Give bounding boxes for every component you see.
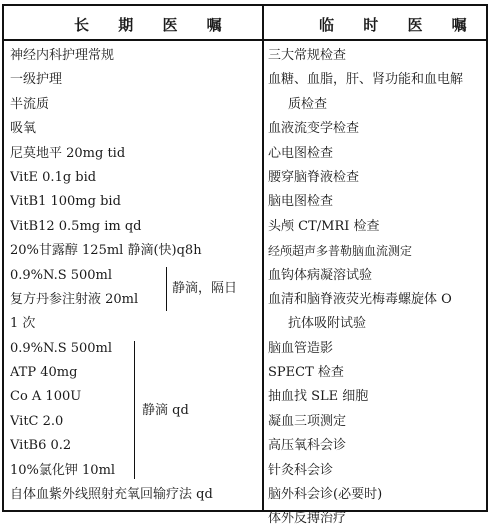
long-term-order: VitE 0.1g bid <box>10 169 97 185</box>
temporary-order: SPECT 检查 <box>268 365 344 381</box>
temporary-orders-column <box>268 44 486 532</box>
long-term-orders-header: 长 期 医 嘱 <box>74 16 234 34</box>
long-term-order: 神经内科护理常规 <box>10 48 115 63</box>
temporary-order: 头颅 CT/MRI 检查 <box>268 218 380 234</box>
medical-orders-table <box>2 4 488 527</box>
infusion-item: 复方丹参注射液 20ml <box>10 291 139 307</box>
temporary-order: 抽血找 SLE 细胞 <box>268 389 369 405</box>
temporary-order: 心电图检查 <box>268 145 334 161</box>
temporary-order: 体外反搏治疗 <box>268 511 347 527</box>
temporary-order: 血清和脑脊液荧光梅毒螺旋体 O <box>268 291 452 307</box>
long-term-order: 一级护理 <box>10 72 63 88</box>
long-term-orders-column <box>10 44 260 507</box>
temporary-order: 三大常规检查 <box>268 48 347 63</box>
temporary-order: 血糖、血脂，肝、肾功能和血电解 <box>268 72 464 88</box>
infusion-note: 静滴，隔日 <box>172 280 238 296</box>
long-term-order: VitB1 100mg bid <box>10 194 121 210</box>
group-bracket <box>166 267 167 311</box>
infusion-note: 静滴 qd <box>142 402 189 418</box>
infusion-group-1 <box>10 264 260 313</box>
infusion-item: VitB6 0.2 <box>10 438 72 454</box>
infusion-item: 0.9%N.S 500ml <box>10 340 113 356</box>
long-term-order: 尼莫地平 20mg tid <box>10 145 126 161</box>
infusion-item: 0.9%N.S 500ml <box>10 267 113 283</box>
group-bracket <box>134 341 135 479</box>
temporary-order: 脑血管造影 <box>268 340 334 356</box>
temporary-order: 血液流变学检查 <box>268 121 360 137</box>
temporary-order-continued: 抗体吸附试验 <box>288 316 367 332</box>
temporary-order: 针灸科会诊 <box>268 462 334 478</box>
temporary-order: 脑电图检查 <box>268 194 334 210</box>
infusion-item: ATP 40mg <box>10 365 78 381</box>
long-term-order: 自体血紫外线照射充氧回输疗法 qd <box>10 487 213 503</box>
infusion-item: 10%氯化钾 10ml <box>10 462 116 478</box>
long-term-order: 半流质 <box>10 96 50 112</box>
temporary-order: 脑外科会诊(必要时) <box>268 487 383 503</box>
infusion-group-2 <box>10 337 260 483</box>
temporary-order-continued: 质检查 <box>288 96 328 112</box>
temporary-order: 经颅超声多普勒脑血流测定 <box>268 244 413 259</box>
infusion-item: VitC 2.0 <box>10 413 64 429</box>
temporary-order: 凝血三项测定 <box>268 413 347 429</box>
long-term-order: VitB12 0.5mg im qd <box>10 218 142 234</box>
temporary-order: 高压氧科会诊 <box>268 438 347 454</box>
header-divider <box>4 39 486 41</box>
long-term-order: 20%甘露醇 125ml 静滴(快)q8h <box>10 243 202 259</box>
infusion-item: Co A 100U <box>10 389 82 405</box>
long-term-order: 吸氧 <box>10 121 37 137</box>
temporary-order: 腰穿脑脊液检查 <box>268 169 360 185</box>
infusion-note-continued: 1 次 <box>10 316 36 332</box>
temporary-orders-header: 临 时 医 嘱 <box>319 16 479 34</box>
temporary-order: 血钩体病凝溶试验 <box>268 267 373 283</box>
column-divider <box>262 6 264 510</box>
